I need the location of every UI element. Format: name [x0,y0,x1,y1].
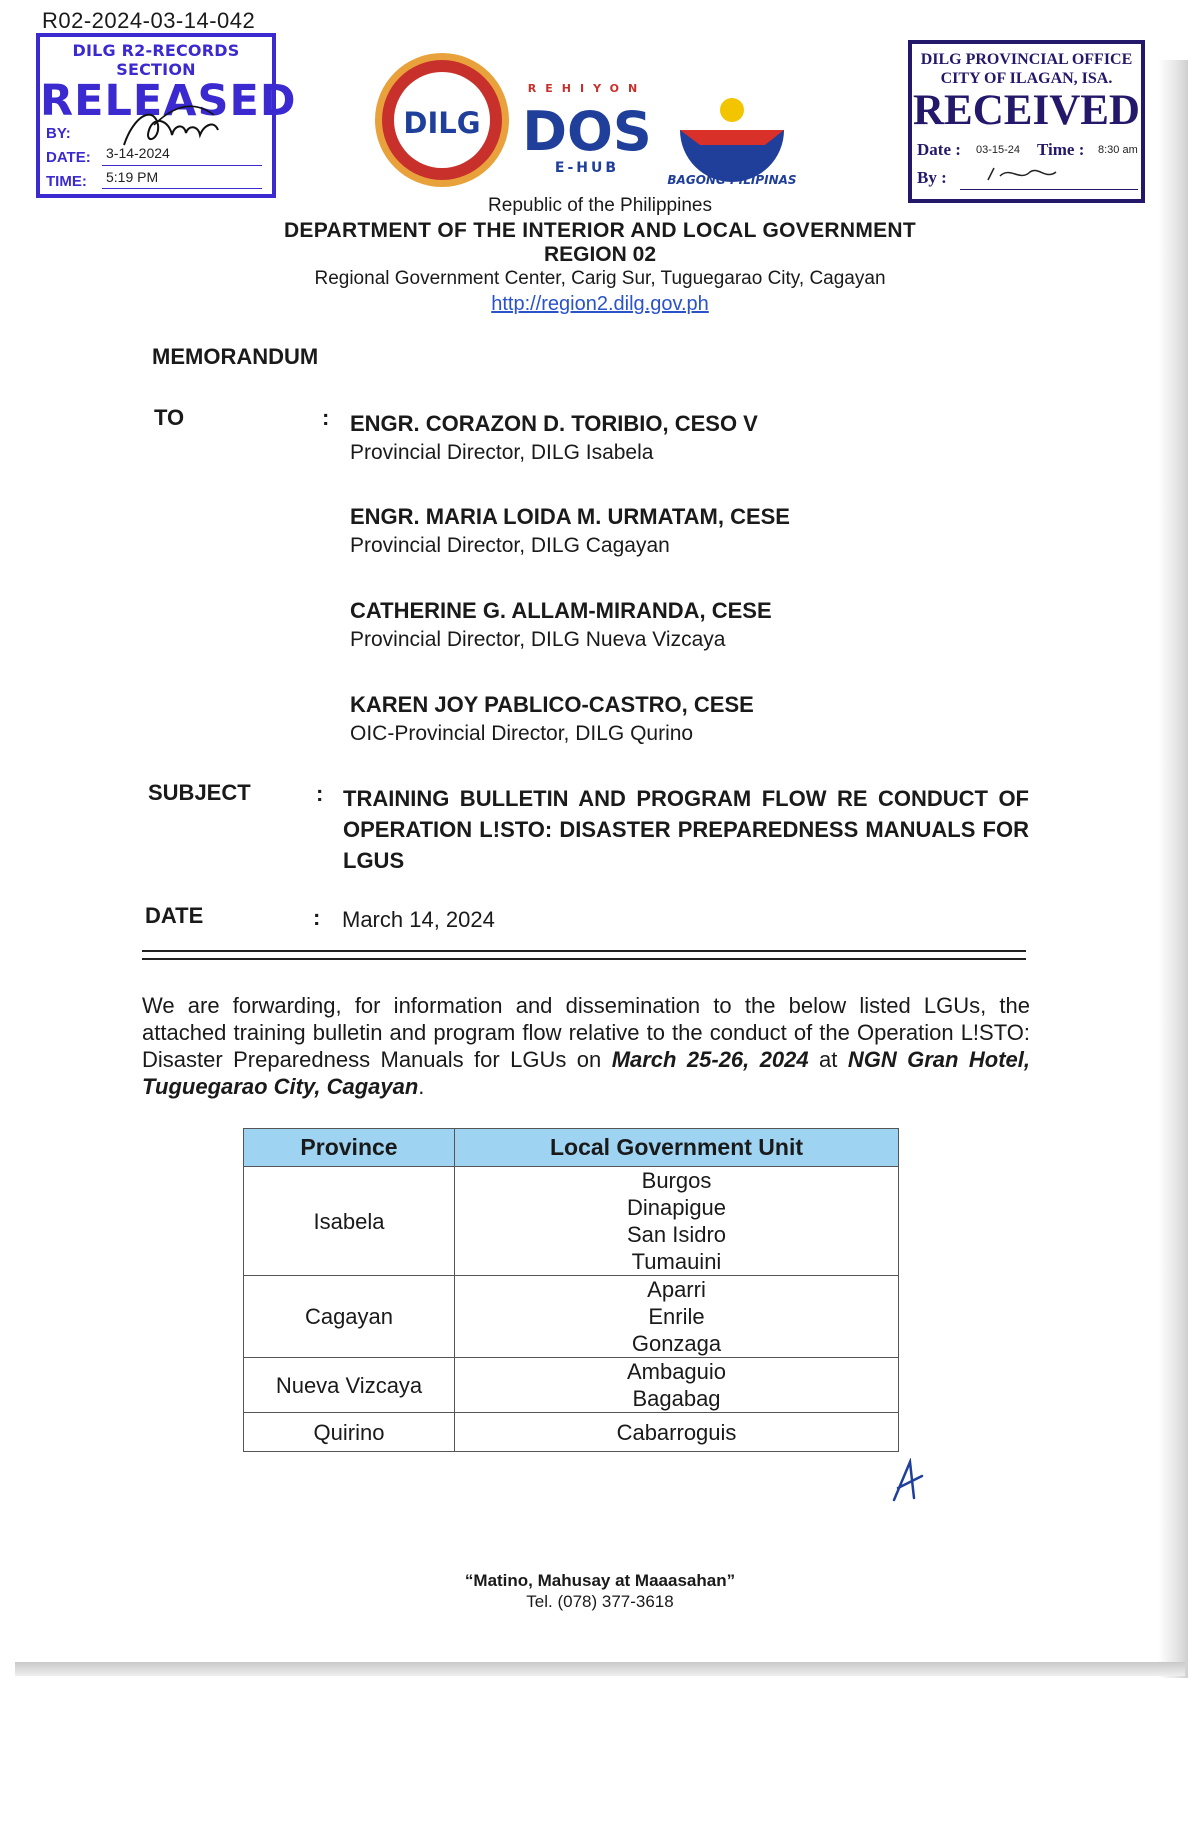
ehub-text: E-HUB [554,160,620,176]
table-row [244,1276,899,1358]
table-header-lgu: Local Government Unit [455,1129,899,1167]
released-date-label: DATE: [46,149,91,166]
footer-motto: “Matino, Mahusay at Maaasahan” [464,1571,736,1590]
table-row [244,1413,899,1452]
recipient-3-title: Provincial Director, DILG Nueva Vizcaya [350,628,726,651]
released-time-line [102,188,262,189]
recipient-4-name: KAREN JOY PABLICO-CASTRO, CESE [350,692,754,717]
separator-rule [142,950,1026,960]
to-label: TO [154,405,185,430]
province-cell: Quirino [244,1413,455,1452]
lgu-item: San Isidro [626,1222,727,1247]
received-time-label: Time : [1037,140,1085,159]
bagong-pilipinas-logo-icon [667,98,796,187]
lgu-cell [455,1413,899,1452]
dos-ehub-logo-icon [522,82,652,176]
received-by-line [960,189,1138,190]
footer-telephone: Tel. (078) 377-3618 [526,1592,674,1611]
rehiyon-text: REHIYON [527,82,647,95]
subject-label: SUBJECT [148,780,251,805]
header-url-link[interactable]: http://region2.dilg.gov.ph [491,293,709,315]
province-cell: Nueva Vizcaya [244,1358,455,1413]
received-date-label: Date : [917,140,961,159]
scan-shadow-bottom [15,1662,1185,1676]
released-time-label: TIME: [46,173,87,190]
body-text-2: at [808,1047,848,1072]
table-row [244,1358,899,1413]
lgu-cell [455,1167,899,1276]
dilg-seal-icon [375,53,509,187]
lgu-item: Cabarroguis [616,1419,737,1445]
received-stamp-line1: DILG PROVINCIAL OFFICE [920,51,1133,68]
recipient-1-title: Provincial Director, DILG Isabela [350,441,654,464]
recipient-4-title: OIC-Provincial Director, DILG Qurino [350,722,694,745]
lgu-item: Bagabag [632,1386,721,1411]
table-row [244,1167,899,1276]
subject-colon: : [316,781,324,806]
header-region: REGION 02 [543,243,657,266]
recipient-2-name: ENGR. MARIA LOIDA M. URMATAM, CESE [350,504,790,529]
province-cell: Cagayan [244,1276,455,1358]
document-id: R02-2024-03-14-042 [42,8,256,33]
released-time-value: 5:19 PM [106,169,159,185]
received-time-value: 8:30 am [1098,144,1138,156]
received-stamp-line2: CITY OF ILAGAN, ISA. [940,70,1113,87]
dilg-logo-text: DILG [403,106,481,140]
header-address: Regional Government Center, Carig Sur, Tuguegarao City, Cagayan [314,268,886,289]
body-text-3: . [418,1074,425,1099]
memo-title: MEMORANDUM [152,344,319,369]
body-emph-venue: NGN Gran Hotel, Tuguegarao City, Cagayan [142,1047,1031,1099]
lgu-cell [455,1276,899,1358]
province-cell: Isabela [244,1167,455,1276]
received-date-value: 03-15-24 [976,144,1021,156]
handwritten-initial [888,1458,928,1504]
lgu-table [243,1128,899,1452]
date-value: March 14, 2024 [342,907,495,932]
date-label: DATE [145,903,204,928]
lgu-item: Gonzaga [631,1331,722,1356]
to-colon: : [322,405,330,430]
lgu-item: Aparri [647,1277,706,1302]
released-stamp-heading: DILG R2-RECORDS SECTION [72,41,240,79]
recipient-1-name: ENGR. CORAZON D. TORIBIO, CESO V [350,411,758,436]
table-header-row [244,1129,899,1167]
subject-text: TRAINING BULLETIN AND PROGRAM FLOW RE CONDUCT OF OPERATION L!STO: DISASTER PREPAREDNESS MANUALS FOR LGUS [343,786,1029,873]
lgu-cell [455,1358,899,1413]
received-by-label: By : [917,168,947,187]
date-colon: : [313,905,321,930]
table-header-province: Province [244,1129,455,1167]
header-logos [370,50,800,200]
lgu-item: Ambaguio [626,1359,727,1384]
lgu-item: Tumauini [631,1249,722,1274]
released-stamp-status: RELEASED [40,76,297,126]
recipient-3-name: CATHERINE G. ALLAM-MIRANDA, CESE [350,598,772,623]
released-date-line [102,165,262,166]
bagong-pilipinas-text: BAGONG PILIPINAS [667,173,797,187]
body-text-1: We are forwarding, for information and dissemination to the below listed LGUs, the attached training bulletin and program flow relative to the conduct of the Operation L!STO: Disaster Preparedness Manuals for LGUs on [142,993,1030,1072]
released-date-value: 3-14-2024 [106,145,170,161]
lgu-item: Burgos [641,1168,712,1193]
logo-graphics [370,50,800,200]
received-stamp [908,40,1145,203]
released-by-label: BY: [46,125,71,142]
dos-text: DOS [522,100,652,163]
body-emph-date: March 25-26, 2024 [611,1047,809,1072]
body-paragraph [142,992,1030,1100]
lgu-item: Dinapigue [626,1195,727,1220]
received-stamp-status: RECEIVED [913,87,1140,134]
lgu-item: Enrile [648,1304,705,1329]
header-department: DEPARTMENT OF THE INTERIOR AND LOCAL GOVERNMENT [283,219,917,242]
recipient-2-title: Provincial Director, DILG Cagayan [350,534,670,557]
released-stamp [36,33,297,198]
header-republic: Republic of the Philippines [488,195,712,216]
received-signature [980,162,1080,188]
